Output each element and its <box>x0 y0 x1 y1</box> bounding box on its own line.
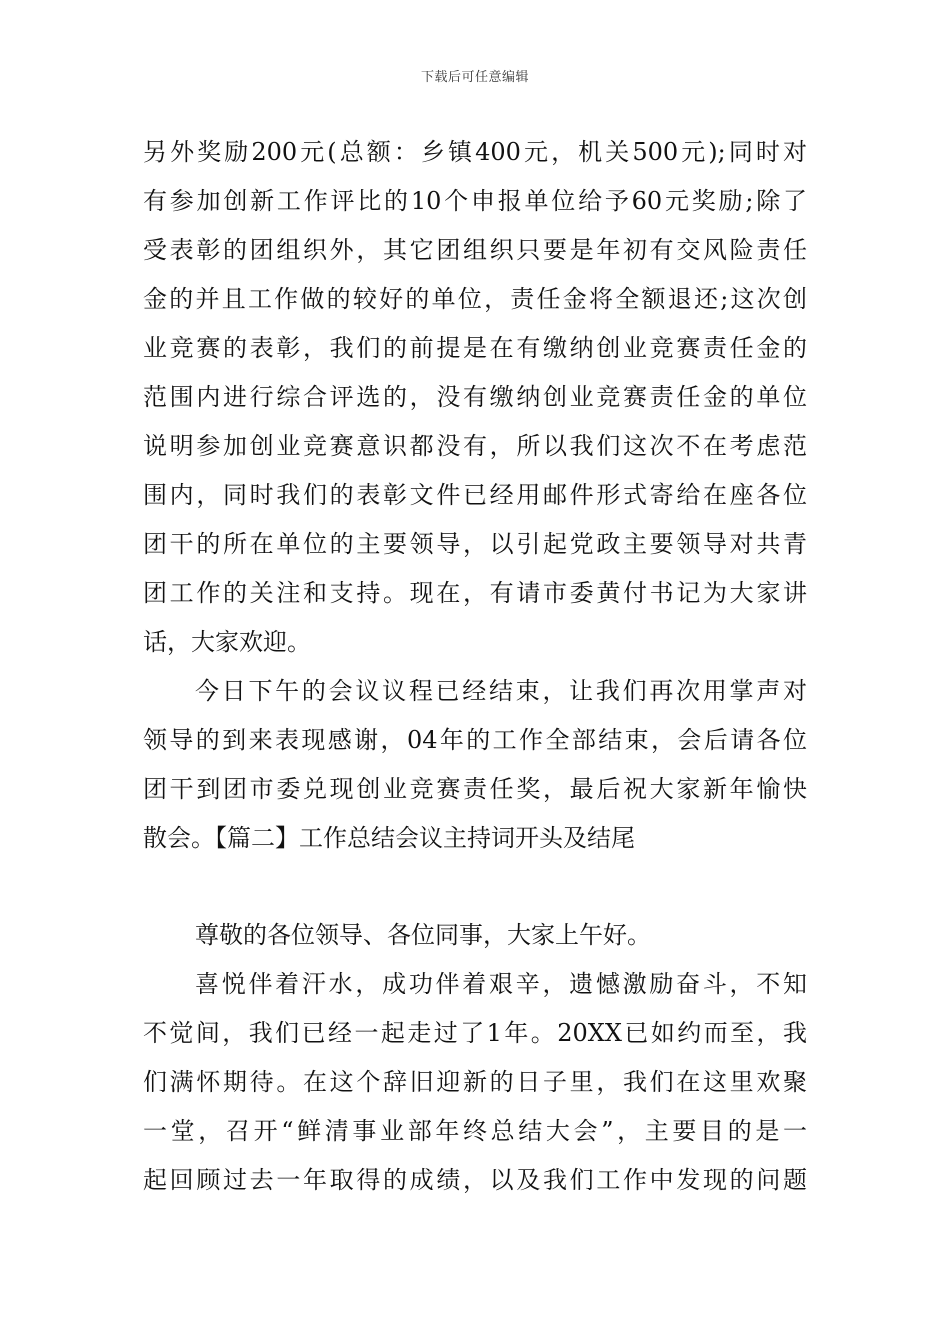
paragraph-4 <box>143 960 807 1205</box>
text-line: 团干到团市委兑现创业竞赛责任奖，最后祝大家新年愉快 <box>143 775 807 803</box>
paragraph-2 <box>143 667 807 863</box>
text-line: 说明参加创业竞赛意识都没有，所以我们这次不在考虑范 <box>143 432 807 460</box>
text-line: 业竞赛的表彰，我们的前提是在有缴纳创业竞赛责任金的 <box>143 334 807 362</box>
text-line: 团工作的关注和支持。现在，有请市委黄付书记为大家讲 <box>143 579 807 607</box>
page-header: 下载后可任意编辑 <box>420 70 529 85</box>
text-line: 范围内进行综合评选的，没有缴纳创业竞赛责任金的单位 <box>143 383 807 411</box>
text-line: 一堂，召开“鲜清事业部年终总结大会”，主要目的是一 <box>143 1117 807 1145</box>
paragraph-3 <box>143 911 807 960</box>
text-line: 另外奖励200元(总额：乡镇400元，机关500元);同时对 <box>143 138 807 166</box>
text-line: 喜悦伴着汗水，成功伴着艰辛，遗憾激励奋斗，不知 <box>195 970 807 998</box>
document-body <box>143 128 807 1205</box>
text-line: 团干的所在单位的主要领导，以引起党政主要领导对共青 <box>143 530 807 558</box>
text-line: 有参加创新工作评比的10个申报单位给予60元奖励;除了 <box>143 187 807 215</box>
text-line: 话，大家欢迎。 <box>143 628 311 656</box>
text-line: 领导的到来表现感谢，04年的工作全部结束，会后请各位 <box>143 726 807 754</box>
text-line: 受表彰的团组织外，其它团组织只要是年初有交风险责任 <box>143 236 807 264</box>
blank-line <box>143 863 807 911</box>
text-line: 不觉间，我们已经一起走过了1年。20XX已如约而至，我 <box>143 1019 807 1047</box>
text-line: 们满怀期待。在这个辞旧迎新的日子里，我们在这里欢聚 <box>143 1068 807 1096</box>
text-line: 散会。【篇二】工作总结会议主持词开头及结尾 <box>143 824 635 852</box>
paragraph-1 <box>143 128 807 667</box>
text-line: 围内，同时我们的表彰文件已经用邮件形式寄给在座各位 <box>143 481 807 509</box>
text-line: 起回顾过去一年取得的成绩，以及我们工作中发现的问题 <box>143 1166 807 1194</box>
text-line: 今日下午的会议议程已经结束，让我们再次用掌声对 <box>195 677 807 705</box>
text-line: 尊敬的各位领导、各位同事，大家上午好。 <box>195 921 651 949</box>
text-line: 金的并且工作做的较好的单位，责任金将全额退还;这次创 <box>143 285 807 313</box>
